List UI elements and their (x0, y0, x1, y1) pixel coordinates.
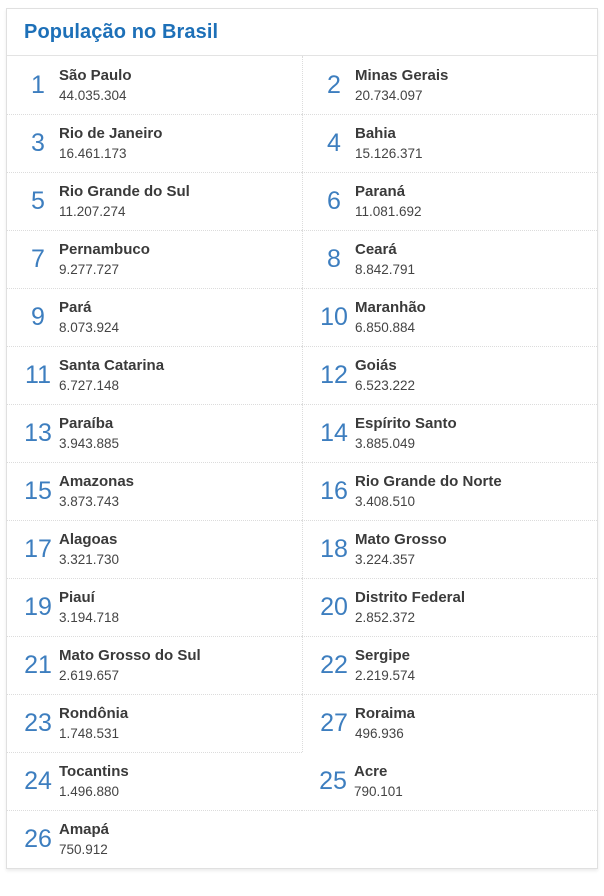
item-info (59, 66, 132, 105)
state-name: Distrito Federal (355, 589, 466, 606)
rank-number: 24 (24, 767, 52, 795)
population-value: 9.277.727 (59, 262, 120, 277)
item-info (354, 762, 403, 801)
item-info (355, 472, 502, 511)
rank-number: 3 (31, 129, 45, 157)
rank-number: 21 (24, 651, 52, 679)
page-title: População no Brasil (24, 20, 219, 43)
state-name: Amapá (59, 821, 110, 838)
rank-number: 17 (24, 535, 52, 563)
population-value: 1.748.531 (59, 726, 120, 741)
population-value: 3.321.730 (59, 552, 120, 567)
list-item (7, 520, 302, 578)
item-info (59, 240, 150, 279)
population-value: 8.073.924 (59, 320, 120, 335)
item-info (59, 414, 119, 453)
item-info (355, 356, 415, 395)
state-name: Ceará (355, 241, 397, 258)
list-item (302, 404, 597, 462)
list-item (7, 578, 302, 636)
population-value: 3.408.510 (355, 494, 416, 509)
list-item (302, 462, 597, 520)
population-value: 2.219.574 (355, 668, 416, 683)
state-name: Pernambuco (59, 241, 150, 258)
population-value: 1.496.880 (59, 784, 120, 799)
item-info (59, 646, 201, 685)
list-item (7, 172, 302, 230)
list-item (302, 230, 597, 288)
population-value: 3.943.885 (59, 436, 120, 451)
rank-number: 19 (24, 593, 52, 621)
rank-number: 16 (320, 477, 348, 505)
state-name: Mato Grosso do Sul (59, 647, 201, 664)
rank-number: 11 (25, 361, 51, 389)
rank-number: 12 (320, 361, 348, 389)
rank-number: 2 (327, 70, 341, 99)
rank-number: 8 (327, 245, 341, 273)
item-info (59, 298, 119, 337)
list-item (302, 636, 597, 694)
item-info (355, 182, 422, 221)
rank-number: 5 (31, 187, 45, 215)
item-info (59, 704, 128, 743)
state-name: Sergipe (355, 647, 411, 664)
rank-number: 6 (327, 187, 341, 215)
population-value: 3.224.357 (355, 552, 416, 567)
state-name: Maranhão (355, 299, 426, 316)
state-name: Alagoas (59, 531, 118, 548)
state-name: Paraná (355, 183, 406, 200)
state-name: Amazonas (59, 473, 135, 490)
population-value: 11.207.274 (59, 204, 126, 219)
population-value: 15.126.371 (355, 146, 423, 161)
population-value: 2.619.657 (59, 668, 120, 683)
population-value: 496.936 (355, 726, 404, 741)
population-value: 44.035.304 (59, 87, 127, 103)
list-item (302, 288, 597, 346)
list-item (302, 520, 597, 578)
state-name: Roraima (355, 705, 416, 722)
rank-number: 27 (320, 709, 348, 737)
card-header (7, 9, 597, 56)
population-value: 790.101 (354, 783, 403, 799)
state-name: Rondônia (59, 705, 129, 722)
state-name: Pará (59, 299, 92, 316)
rank-number: 4 (327, 129, 341, 157)
state-name: Tocantins (59, 763, 129, 780)
item-info (355, 124, 423, 163)
population-card (6, 8, 598, 869)
list-item (7, 752, 302, 810)
population-value: 3.885.049 (355, 436, 416, 451)
item-info (355, 530, 447, 569)
population-value: 3.194.718 (59, 610, 120, 625)
rank-number: 20 (320, 593, 348, 621)
list-item (302, 346, 597, 404)
state-name: Santa Catarina (59, 357, 165, 374)
population-value: 11.081.692 (355, 204, 422, 219)
list-item (7, 288, 302, 346)
item-info (59, 820, 109, 859)
list-item (302, 114, 597, 172)
item-info (355, 646, 415, 685)
state-name: Acre (354, 762, 388, 780)
rank-number: 23 (24, 709, 52, 737)
item-info (355, 66, 448, 105)
state-name: Rio Grande do Sul (59, 183, 190, 200)
item-info (59, 588, 119, 627)
list-item (7, 346, 302, 404)
list-item (7, 694, 302, 752)
list-item (7, 462, 302, 520)
population-value: 8.842.791 (355, 262, 416, 277)
state-name: Bahia (355, 125, 396, 142)
item-info (59, 472, 134, 511)
state-name: Piauí (59, 589, 95, 606)
item-info (355, 704, 415, 743)
rank-number: 10 (320, 303, 348, 331)
population-value: 2.852.372 (355, 610, 416, 625)
empty-cell (302, 810, 597, 868)
state-name: Minas Gerais (355, 66, 449, 84)
item-info (59, 356, 164, 395)
rank-number: 14 (320, 419, 348, 447)
item-info (59, 124, 162, 163)
list-item (302, 56, 597, 114)
rank-number: 9 (31, 303, 45, 331)
population-value: 6.850.884 (355, 320, 416, 335)
list-item (302, 578, 597, 636)
rank-number: 26 (24, 825, 52, 853)
ranking-list (7, 56, 597, 868)
list-item (7, 404, 302, 462)
list-item (7, 636, 302, 694)
item-info (355, 298, 426, 337)
list-item (7, 114, 302, 172)
state-name: Goiás (355, 357, 397, 374)
state-name: Rio de Janeiro (59, 125, 163, 142)
population-value: 750.912 (59, 842, 108, 857)
state-name: São Paulo (59, 66, 132, 84)
state-name: Rio Grande do Norte (355, 473, 502, 490)
rank-number: 22 (320, 651, 348, 679)
population-value: 6.727.148 (59, 378, 120, 393)
population-value: 16.461.173 (59, 146, 127, 161)
item-info (59, 182, 190, 221)
item-info (355, 240, 415, 279)
item-info (59, 762, 129, 801)
list-item (7, 230, 302, 288)
population-value: 3.873.743 (59, 494, 120, 509)
rank-number: 7 (31, 245, 45, 273)
list-item (302, 694, 597, 752)
item-info (355, 588, 465, 627)
item-info (355, 414, 457, 453)
rank-number: 25 (319, 766, 347, 795)
state-name: Paraíba (59, 415, 114, 432)
rank-number: 15 (24, 477, 52, 505)
list-item (302, 172, 597, 230)
state-name: Espírito Santo (355, 415, 457, 432)
rank-number: 1 (31, 70, 45, 99)
population-value: 6.523.222 (355, 378, 416, 393)
rank-number: 18 (320, 535, 348, 563)
list-item (7, 56, 302, 114)
population-value: 20.734.097 (355, 87, 423, 103)
list-item (302, 752, 597, 810)
rank-number: 13 (24, 419, 52, 447)
state-name: Mato Grosso (355, 531, 447, 548)
item-info (59, 530, 119, 569)
list-item (7, 810, 302, 868)
